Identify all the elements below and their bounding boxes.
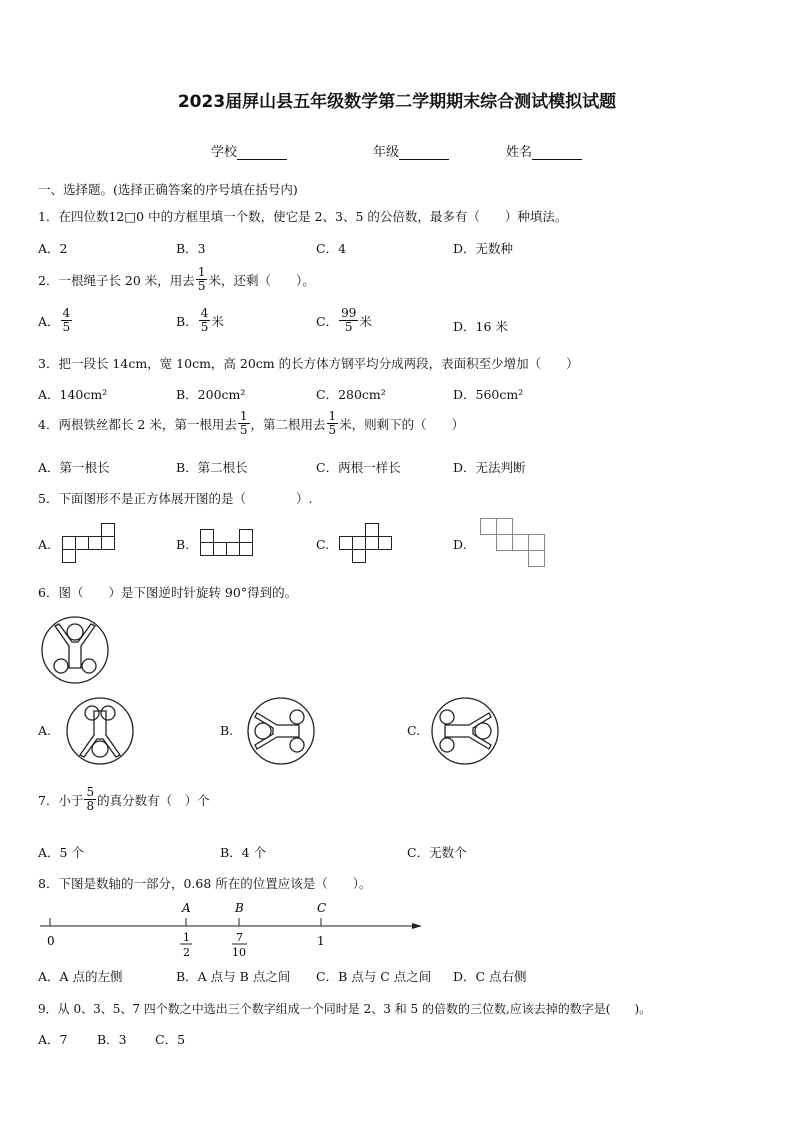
q1-option-d[interactable]: D．无数种 (453, 241, 514, 256)
point-b-label: B (235, 901, 244, 915)
q3-option-b[interactable]: B．200cm² (176, 387, 246, 402)
q2-b-unit: 米 (211, 313, 224, 329)
q4-option-d[interactable]: D．无法判断 (453, 460, 526, 475)
q2-fraction-num: 1 (197, 265, 206, 279)
q4-frac2-den: 5 (328, 423, 337, 437)
q7-stem-pre: 7．小于 (38, 792, 84, 808)
school-blank[interactable] (237, 147, 287, 160)
q4-option-b[interactable]: B．第二根长 (176, 460, 248, 475)
q1-option-a[interactable]: A．2 (38, 241, 68, 256)
q8-option-d[interactable]: D．C 点右侧 (453, 969, 527, 984)
q2-option-c-label: C． (316, 313, 339, 329)
q2-option-a-fraction (61, 307, 73, 334)
q2-a-num: 4 (62, 306, 71, 320)
q2-option-a-label: A． (38, 313, 60, 329)
q6-option-a-figure[interactable] (66, 697, 136, 767)
q6-stem: 6．图（ ）是下图逆时针旋转 90°得到的。 (38, 585, 298, 600)
q3-stem: 3．把一段长 14cm，宽 10cm，高 20cm 的长方体方钢平均分成两段，表面积至少增加（ ） (38, 356, 579, 371)
q4-option-c[interactable]: C．两根一样长 (316, 460, 401, 475)
q7-stem-post: 的真分数有（ ）个 (97, 792, 210, 808)
q5-stem: 5．下面图形不是正方体展开图的是（ ）. (38, 491, 313, 506)
grade-label: 年级 (373, 145, 400, 160)
point-a-label: A (182, 901, 191, 915)
q4-option-a[interactable]: A．第一根长 (38, 460, 110, 475)
one-label: 1 (317, 934, 325, 948)
name-label: 姓名 (506, 145, 533, 160)
q5-net-d (480, 518, 550, 570)
name-field (506, 141, 582, 160)
q5-net-c (339, 523, 395, 565)
q1-option-b[interactable]: B．3 (176, 241, 206, 256)
half-num: 1 (183, 931, 190, 944)
zero-label: 0 (47, 934, 55, 948)
q3-option-a[interactable]: A．140cm² (38, 387, 108, 402)
q4-fraction-1 (238, 410, 250, 437)
q8-stem: 8．下图是数轴的一部分，0.68 所在的位置应该是（ ）。 (38, 876, 372, 891)
q2-option-a[interactable] (38, 307, 73, 334)
q9-option-a[interactable]: A．7 (38, 1032, 68, 1047)
q6-option-a-label[interactable]: A. (38, 723, 52, 738)
q9-option-b[interactable]: B．3 (97, 1032, 127, 1047)
q9-option-c[interactable]: C．5 (155, 1032, 186, 1047)
half-den: 2 (183, 946, 190, 959)
q7-option-a[interactable]: A．5 个 (38, 845, 84, 860)
q2-c-unit: 米 (359, 313, 372, 329)
q5-net-b (200, 529, 256, 559)
q2-option-b-fraction (199, 307, 211, 334)
q2-fraction-den: 5 (197, 279, 206, 293)
q2-stem-post: 米，还剩（ ）。 (208, 272, 315, 288)
page-title: 2023届屏山县五年级数学第二学期期末综合测试模拟试题 (177, 92, 617, 112)
q8-option-b[interactable]: B．A 点与 B 点之间 (176, 969, 291, 984)
q6-option-b-figure[interactable] (247, 697, 317, 767)
number-line-arrow (412, 923, 422, 929)
q2-b-den: 5 (200, 320, 209, 334)
q2-option-b[interactable] (176, 307, 224, 334)
q5-option-d-label[interactable]: D. (453, 537, 467, 552)
q4-frac1-den: 5 (239, 423, 248, 437)
q3-option-d[interactable]: D．560cm² (453, 387, 524, 402)
point-c-label: C (317, 901, 327, 915)
q7-frac-den: 8 (86, 799, 95, 813)
q5-option-b-label[interactable]: B. (176, 537, 190, 552)
q3-option-c[interactable]: C．280cm² (316, 387, 386, 402)
q7-frac-num: 5 (86, 785, 95, 799)
q2-option-c[interactable] (316, 307, 372, 334)
q9-stem: 9．从 0、3、5、7 四个数之中选出三个数字组成一个同时是 2、3 和 5 的倍数的三位数,应该去掉的数字是( )。 (38, 1002, 652, 1016)
q2-c-num: 99 (341, 306, 357, 320)
q2-a-den: 5 (62, 320, 71, 334)
name-blank[interactable] (532, 147, 582, 160)
grade-blank[interactable] (399, 147, 449, 160)
q2-option-d[interactable]: D．16 米 (453, 319, 508, 334)
seven-tenths-num: 7 (236, 931, 243, 944)
q4-stem-mid: ，第二根用去 (250, 416, 326, 432)
q4-stem (38, 410, 464, 437)
q4-stem-post: 米，则剩下的（ ） (339, 416, 465, 432)
q7-option-b[interactable]: B．4 个 (220, 845, 267, 860)
q4-frac2-num: 1 (328, 409, 337, 423)
q8-option-c[interactable]: C．B 点与 C 点之间 (316, 969, 432, 984)
q5-option-a-label[interactable]: A. (38, 537, 52, 552)
q5-option-c-label[interactable]: C. (316, 537, 330, 552)
q1-option-c[interactable]: C．4 (316, 241, 347, 256)
q2-stem-pre: 2．一根绳子长 20 米，用去 (38, 272, 195, 288)
q4-frac1-num: 1 (239, 409, 248, 423)
grade-field (373, 141, 449, 160)
q8-number-line (40, 896, 430, 966)
q2-b-num: 4 (200, 306, 209, 320)
q4-stem-pre: 4．两根铁丝都长 2 米，第一根用去 (38, 416, 237, 432)
q7-fraction (84, 786, 96, 813)
school-field (211, 141, 287, 160)
school-label: 学校 (211, 145, 238, 160)
q5-net-a (62, 523, 118, 563)
section-heading: 一、选择题。(选择正确答案的序号填在括号内) (38, 182, 298, 197)
q4-fraction-2 (327, 410, 339, 437)
q2-stem (38, 266, 315, 293)
q2-option-c-fraction (339, 307, 358, 334)
q2-option-b-label: B． (176, 313, 198, 329)
q6-option-c-label[interactable]: C. (407, 723, 421, 738)
q8-option-a[interactable]: A．A 点的左侧 (38, 969, 123, 984)
q2-fraction (196, 266, 208, 293)
seven-tenths-den: 10 (232, 946, 246, 959)
q6-option-b-label[interactable]: B. (220, 723, 234, 738)
q1-stem: 1．在四位数12□0 中的方框里填一个数，使它是 2、3、5 的公倍数，最多有（ ）种填法。 (38, 209, 568, 224)
q6-original-figure (41, 616, 111, 686)
q7-stem (38, 786, 210, 813)
q6-option-c-figure[interactable] (431, 697, 501, 767)
q2-c-den: 5 (344, 320, 353, 334)
q7-option-c[interactable]: C．无数个 (407, 845, 467, 860)
